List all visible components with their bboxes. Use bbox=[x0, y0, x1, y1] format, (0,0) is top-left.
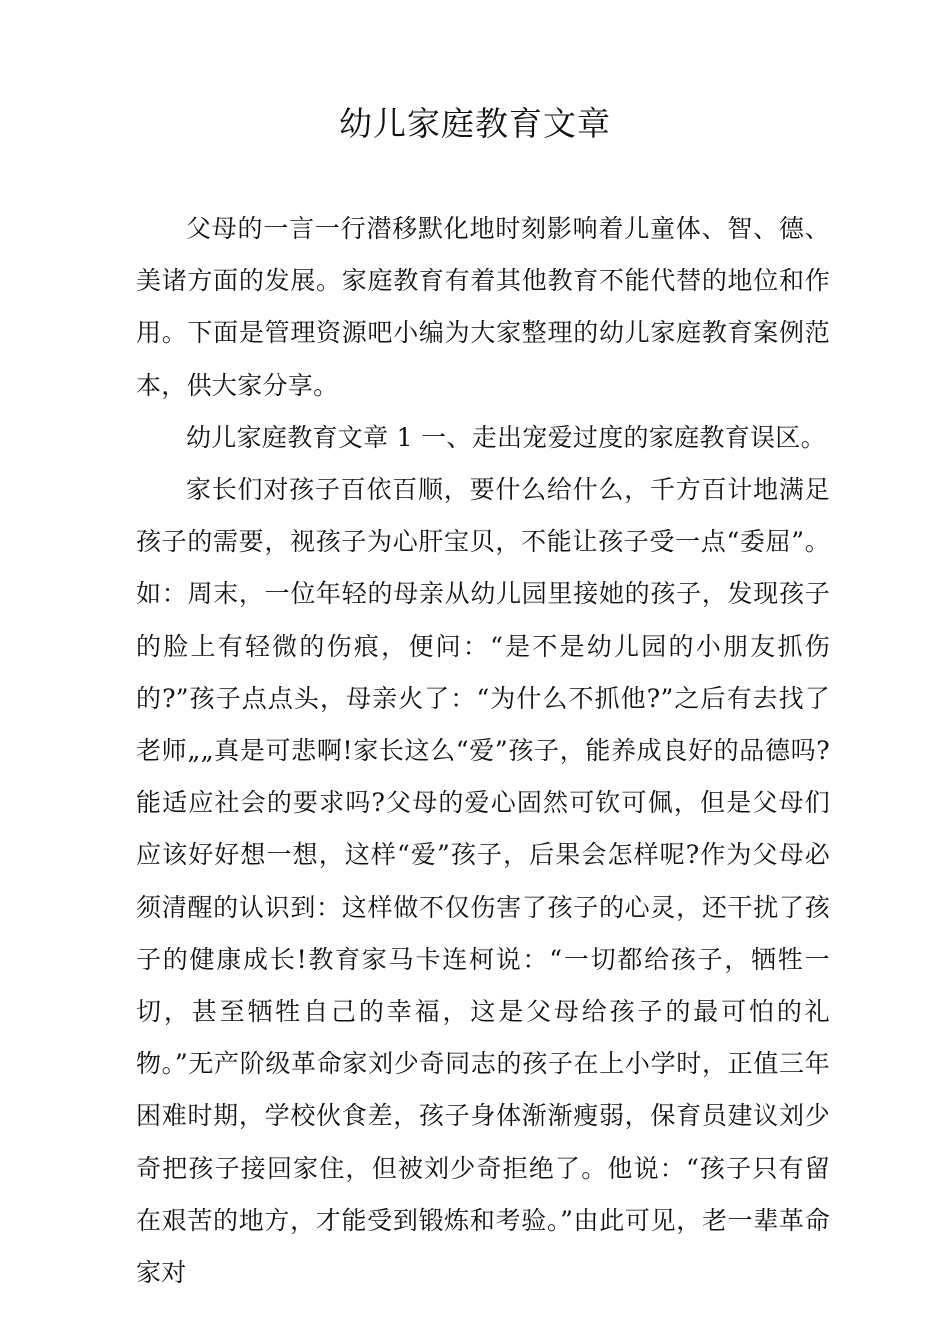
paragraph-main: 家长们对孩子百依百顺，要什么给什么，千方百计地满足孩子的需要，视孩子为心肝宝贝，不能让孩子受一点“委屈”。如：周末，一位年轻的母亲从幼儿园里接她的孩子，发现孩子的脸上有轻微的伤痕，便问：“是不是幼儿园的小朋友抓伤的?”孩子点点头，母亲火了：“为什么不抓他?”之后有去找了老师„„真是可悲啊!家长这么“爱”孩子，能养成良好的品德吗?能适应社会的要求吗?父母的爱心固然可钦可佩，但是父母们应该好好想一想，这样“爱”孩子，后果会怎样呢?作为父母必须清醒的认识到：这样做不仅伤害了孩子的心灵，还干扰了孩子的健康成长!教育家马卡连柯说：“一切都给孩子，牺牲一切，甚至牺牲自己的幸福，这是父母给孩子的最可怕的礼物。”无产阶级革命家刘少奇同志的孩子在上小学时，正值三年困难时期，学校伙食差，孩子身体渐渐瘦弱，保育员建议刘少奇把孩子接回家住，但被刘少奇拒绝了。他说：“孩子只有留在艰苦的地方，才能受到锻炼和考验。”由此可见，老一辈革命家对 bbox=[136, 475, 830, 1288]
document-title: 幼儿家庭教育文章 bbox=[339, 104, 611, 143]
paragraph-section-heading: 幼儿家庭教育文章 1 一、走出宠爱过度的家庭教育误区。 bbox=[186, 422, 826, 452]
document-body bbox=[136, 203, 830, 1299]
paragraph-intro: 父母的一言一行潜移默化地时刻影响着儿童体、智、德、美诸方面的发展。家庭教育有着其他教育不能代替的地位和作用。下面是管理资源吧小编为大家整理的幼儿家庭教育案例范本，供大家分享。 bbox=[136, 214, 830, 400]
